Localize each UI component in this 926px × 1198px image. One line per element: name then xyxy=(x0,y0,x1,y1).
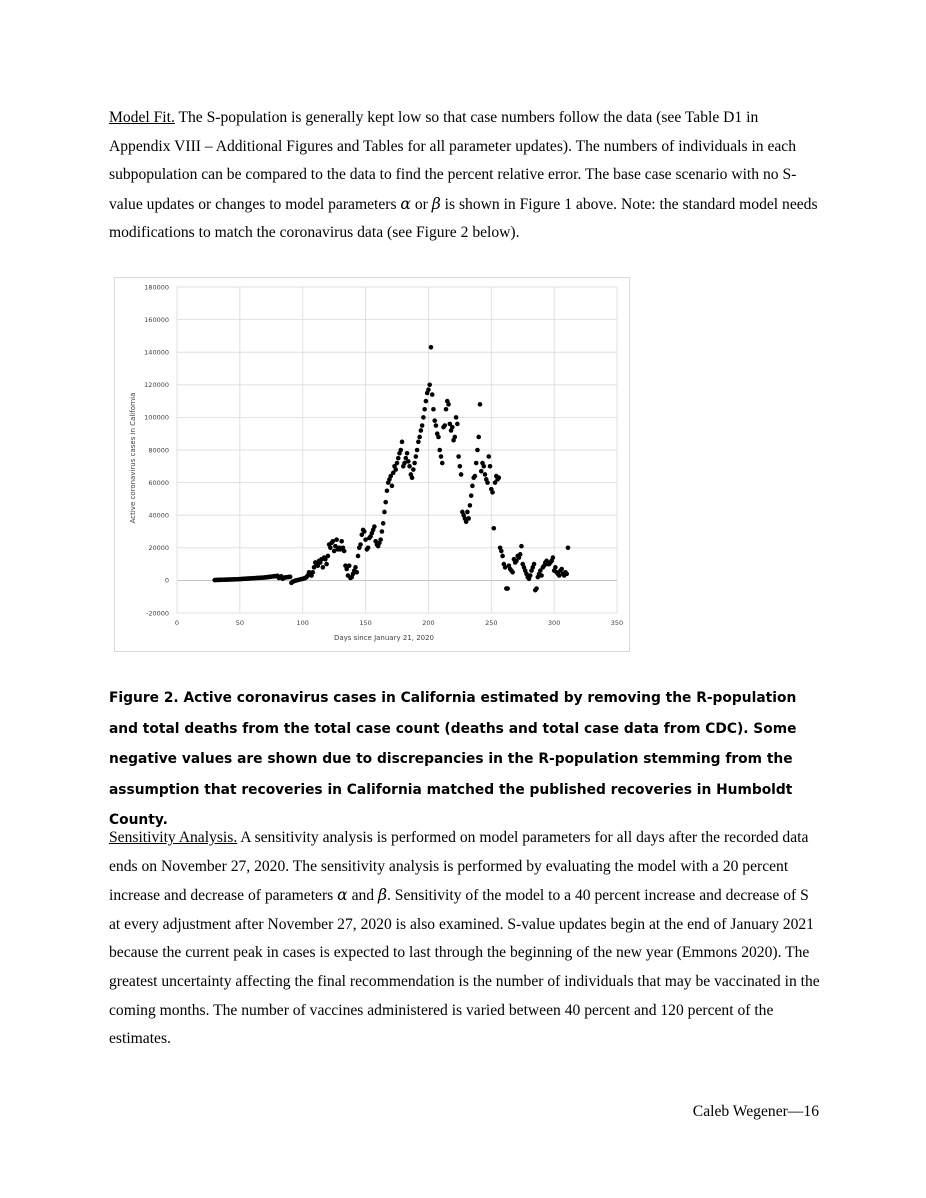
data-point xyxy=(420,423,425,428)
data-point xyxy=(519,544,524,549)
data-point xyxy=(476,435,481,440)
data-point xyxy=(419,428,424,433)
data-point xyxy=(499,549,504,554)
data-point xyxy=(334,537,339,542)
data-point xyxy=(380,529,385,534)
data-point xyxy=(381,521,386,526)
data-point xyxy=(342,549,347,554)
beta-symbol: β xyxy=(377,886,387,905)
x-tick-label: 350 xyxy=(610,619,624,627)
paragraph-heading-model-fit: Model Fit. xyxy=(109,109,175,126)
data-point xyxy=(566,546,571,551)
alpha-symbol: α xyxy=(337,886,348,905)
data-point xyxy=(411,467,416,472)
data-point xyxy=(465,510,470,515)
data-point xyxy=(444,407,449,412)
figure-caption: Figure 2. Active coronavirus cases in California estimated by removing the R-population and total deaths from the total case count (deaths and total case data from CDC). Some negative values are shown due to discrepancies in the R-population stemming from the assumption that recoveries in California matched the published recoveries in Humboldt County. xyxy=(109,690,797,828)
data-point xyxy=(434,423,439,428)
page-footer: Caleb Wegener—16 xyxy=(692,1103,819,1120)
data-point xyxy=(354,570,359,575)
data-point xyxy=(468,503,473,508)
data-point xyxy=(437,448,442,453)
data-point xyxy=(390,484,395,489)
y-tick-label: 0 xyxy=(164,576,169,585)
paragraph-text: and xyxy=(347,887,378,905)
data-point xyxy=(532,562,537,567)
data-point xyxy=(488,464,493,469)
paragraph-model-fit xyxy=(109,104,821,248)
data-point xyxy=(478,402,483,407)
y-axis-label: Active coronavirus cases in California xyxy=(129,392,137,524)
data-point xyxy=(485,480,490,485)
data-point xyxy=(414,454,419,459)
data-point xyxy=(321,565,326,570)
data-point xyxy=(442,423,447,428)
data-point xyxy=(426,387,431,392)
data-point xyxy=(416,440,421,445)
data-point xyxy=(393,467,398,472)
data-point xyxy=(347,563,352,568)
data-point xyxy=(382,510,387,515)
data-point xyxy=(427,383,432,388)
data-point xyxy=(450,425,455,430)
data-point xyxy=(356,554,361,559)
y-tick-label: 180000 xyxy=(144,283,169,292)
y-tick-label: -20000 xyxy=(145,609,169,618)
y-tick-label: 120000 xyxy=(144,381,169,390)
data-point xyxy=(439,454,444,459)
data-point xyxy=(424,399,429,404)
x-axis-label: Days since January 21, 2020 xyxy=(333,634,435,642)
paragraph-text: A sensitivity analysis is performed on model parameters for all days after the recorded data ends on November 27, 2020. The sensitivity analysis is performed by evaluating the model with a 20 percent increase and decrease of parameters xyxy=(109,829,809,905)
x-tick-label: 200 xyxy=(422,619,435,627)
data-point xyxy=(483,472,488,477)
data-point xyxy=(559,567,564,572)
data-point xyxy=(440,461,445,466)
data-point xyxy=(400,440,405,445)
data-point xyxy=(458,464,463,469)
data-point xyxy=(492,526,497,531)
data-point xyxy=(372,524,377,529)
y-tick-label: 140000 xyxy=(144,348,169,357)
y-tick-label: 80000 xyxy=(148,446,169,455)
data-point xyxy=(328,546,333,551)
data-point xyxy=(417,435,422,440)
data-point xyxy=(466,516,471,521)
paragraph-text: or xyxy=(410,195,432,213)
data-point xyxy=(474,461,479,466)
x-tick-label: 50 xyxy=(235,619,244,627)
data-point xyxy=(353,565,358,570)
beta-symbol: β xyxy=(431,194,441,213)
data-point xyxy=(339,539,344,544)
paragraph-text: The S-population is generally kept low so that case numbers follow the data (see Table D1 in Appendix VIII – Additional Figures and Tables for all parameter updates). The numbers of individuals in each subpopulation can be compared to the data to find the percent relative error. The base case scenario with no S-value updates or changes to model parameters xyxy=(109,109,797,213)
y-tick-label: 60000 xyxy=(148,478,169,487)
data-point xyxy=(539,573,544,578)
data-point xyxy=(481,464,486,469)
data-point xyxy=(358,542,363,547)
data-point xyxy=(366,546,371,551)
y-tick-label: 160000 xyxy=(144,315,169,324)
data-point xyxy=(455,422,460,427)
data-point xyxy=(446,402,451,407)
data-point xyxy=(395,461,400,466)
data-point xyxy=(473,474,478,479)
data-point xyxy=(470,484,475,489)
data-point xyxy=(528,573,533,578)
data-point xyxy=(453,435,458,440)
paragraph-text: is shown in Figure 1 above. Note: the standard model needs modifications to match the coronavirus data (see Figure 2 below). xyxy=(109,195,818,242)
data-point xyxy=(486,454,491,459)
data-point xyxy=(406,459,411,464)
data-point xyxy=(505,586,510,591)
data-points xyxy=(212,345,570,592)
tick-labels xyxy=(144,283,623,627)
data-point xyxy=(412,461,417,466)
data-point xyxy=(429,345,434,350)
data-point xyxy=(459,472,464,477)
paragraph-heading-sensitivity-analysis: Sensitivity Analysis. xyxy=(109,829,238,846)
data-point xyxy=(497,475,502,480)
data-point xyxy=(469,493,474,498)
data-point xyxy=(432,418,437,423)
data-point xyxy=(431,407,436,412)
data-point xyxy=(378,537,383,542)
y-tick-label: 100000 xyxy=(144,413,169,422)
data-point xyxy=(475,448,480,453)
scatter-chart-svg xyxy=(115,278,629,651)
y-tick-label: 20000 xyxy=(148,544,169,553)
data-point xyxy=(310,570,315,575)
data-point xyxy=(405,451,410,456)
data-point xyxy=(534,586,539,591)
x-tick-label: 150 xyxy=(359,619,372,627)
data-point xyxy=(324,562,329,567)
paragraph-text: . Sensitivity of the model to a 40 percent increase and decrease of S at every adjustment after November 27, 2020 is also examined. S-value updates begin at the end of January 2021 because the current peak in cases is expected to last through the beginning of the new year (Emmons 2020). The greatest uncertainty affecting the final recommendation is the number of individuals that may be vaccinated in the coming months. The number of vaccines administered is varied between 40 percent and 120 percent of the estimates. xyxy=(109,887,820,1048)
data-point xyxy=(436,435,441,440)
data-point xyxy=(500,554,505,559)
y-tick-label: 40000 xyxy=(148,511,169,520)
data-point xyxy=(553,565,558,570)
data-point xyxy=(326,554,331,559)
data-point xyxy=(564,572,569,577)
data-point xyxy=(454,415,459,420)
data-point xyxy=(518,552,523,557)
data-point xyxy=(410,475,415,480)
data-point xyxy=(490,490,495,495)
data-point xyxy=(415,448,420,453)
data-point xyxy=(421,415,426,420)
data-point xyxy=(479,469,484,474)
x-tick-label: 300 xyxy=(547,619,561,627)
data-point xyxy=(430,392,435,397)
x-tick-label: 0 xyxy=(174,619,180,627)
data-point xyxy=(456,454,461,459)
data-point xyxy=(385,488,390,493)
data-point xyxy=(383,500,388,505)
alpha-symbol: α xyxy=(400,194,411,213)
data-point xyxy=(407,464,412,469)
data-point xyxy=(510,570,515,575)
data-point xyxy=(288,575,293,580)
x-tick-label: 100 xyxy=(296,619,309,627)
data-point xyxy=(398,448,403,453)
paragraph-sensitivity-analysis xyxy=(109,824,821,1054)
x-tick-label: 250 xyxy=(485,619,498,627)
data-point xyxy=(396,456,401,461)
data-point xyxy=(551,555,556,560)
data-point xyxy=(422,407,427,412)
figure-2-chart xyxy=(114,277,630,652)
data-point xyxy=(362,529,367,534)
